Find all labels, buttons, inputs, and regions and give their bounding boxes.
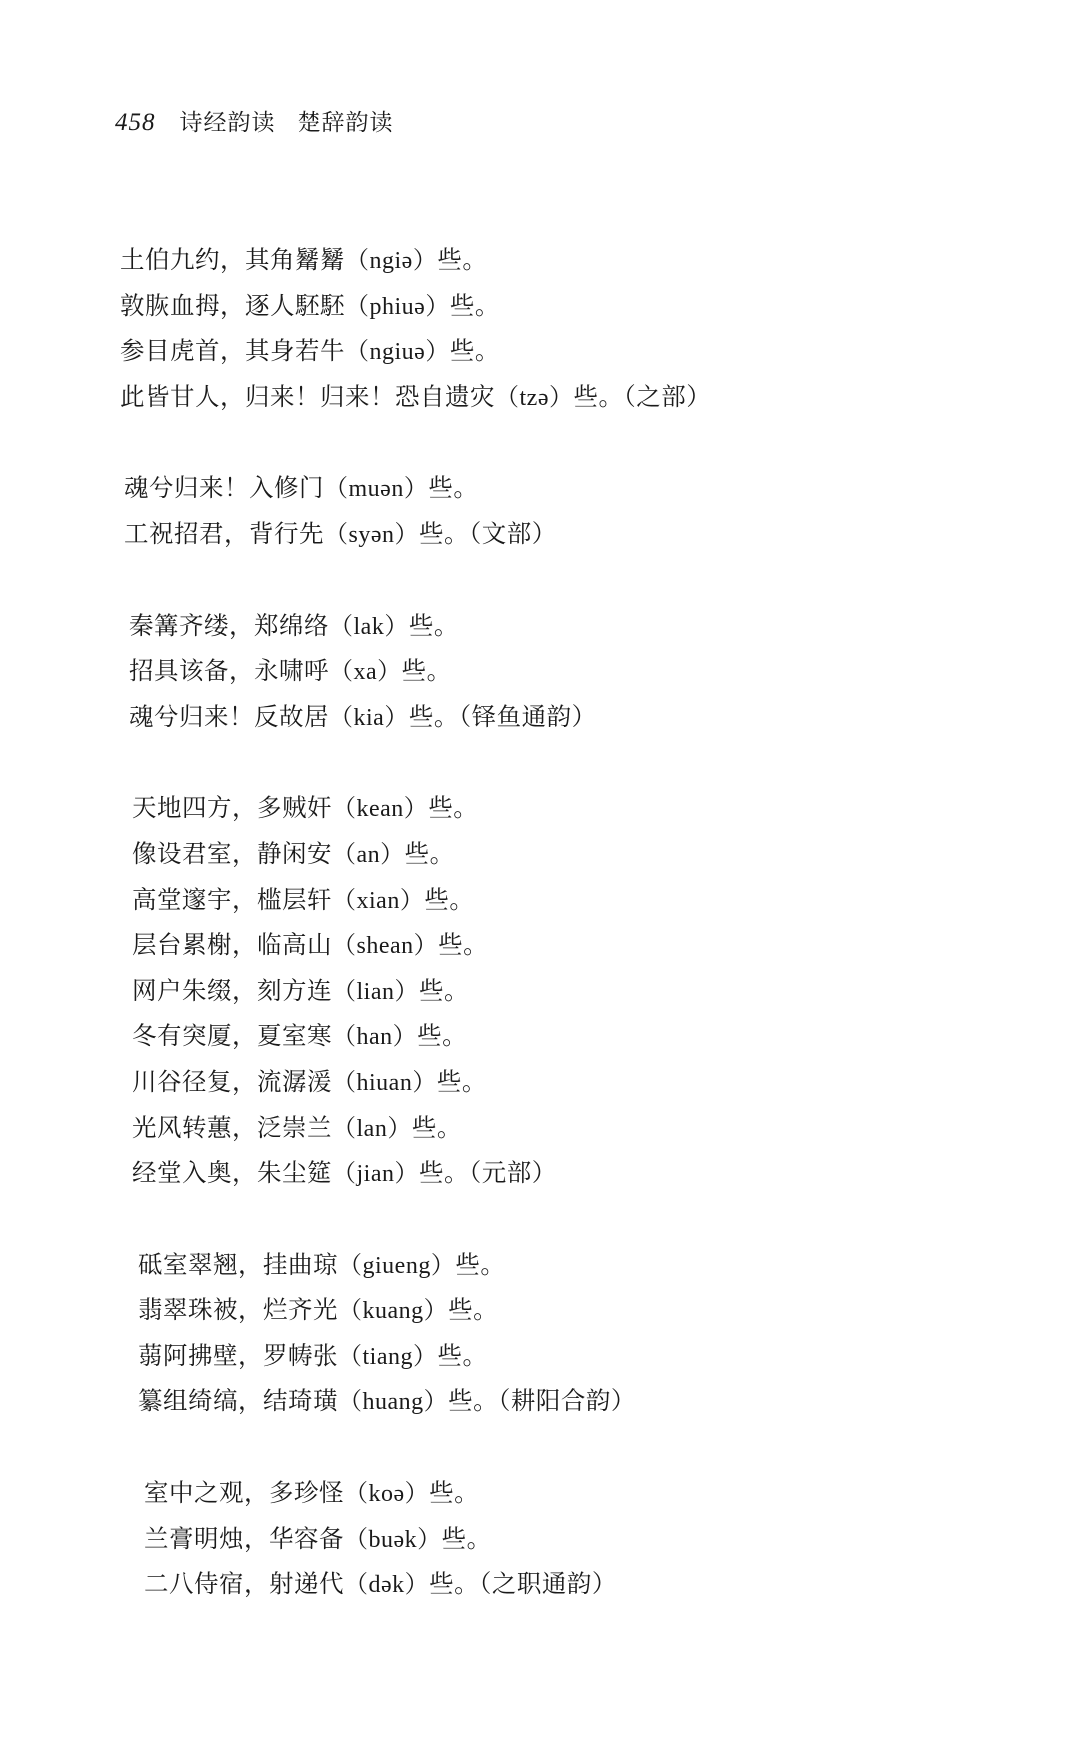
rime-reading: （muən） [324, 476, 429, 503]
stanza [132, 786, 1020, 1196]
rime-reading: （tiang） [338, 1343, 438, 1370]
verse-particle: 些。 [436, 1066, 487, 1096]
verse-particle: 些。 [448, 1386, 499, 1416]
verse-line [124, 512, 1020, 558]
verse-text: 二八侍宿，射递代 [144, 1569, 344, 1599]
rime-reading: （ngiə） [345, 248, 438, 274]
verse-particle: 些。 [429, 1478, 480, 1508]
verse-text: 魂兮归来！反故居 [129, 701, 329, 731]
verse-text: 秦篝齐缕，郑绵络 [129, 610, 329, 640]
stanza [144, 1471, 1020, 1608]
verse-particle: 些。 [573, 381, 624, 411]
verse-text: 经堂入奥，朱尘筵 [132, 1158, 332, 1188]
rime-reading: （kia） [329, 704, 409, 731]
verse-line [132, 923, 1020, 969]
verse-particle: 些。 [424, 884, 475, 914]
verse-text: 像设君室，静闲安 [132, 838, 332, 868]
verse-text: 网户朱缀，刻方连 [132, 975, 332, 1005]
rime-reading: （hiuan） [332, 1069, 437, 1096]
rime-reading: （giueng） [338, 1252, 456, 1279]
verse-particle: 些。 [428, 793, 479, 823]
verse-particle: 些。 [437, 1340, 488, 1370]
rhyme-group-note: （之部） [623, 381, 712, 411]
verse-text: 光风转蕙，泛崇兰 [132, 1112, 332, 1142]
running-title [180, 104, 394, 137]
verse-text: 层台累榭，临高山 [132, 930, 332, 960]
verse-line [132, 1014, 1020, 1060]
rime-reading: （dək） [344, 1572, 430, 1599]
verse-line [138, 1243, 1020, 1289]
running-head [115, 104, 394, 137]
verse-line [120, 284, 1020, 330]
verse-text: 工祝招君，背行先 [124, 518, 324, 548]
stanza [120, 238, 1020, 420]
verse-text: 兰膏明烛，华容备 [144, 1523, 344, 1553]
rime-reading: （syən） [324, 521, 419, 548]
verse-text: 翡翠珠被，烂齐光 [138, 1295, 338, 1325]
stanza [124, 466, 1020, 557]
rime-reading: （shean） [332, 933, 439, 960]
verse-line [144, 1517, 1020, 1563]
rime-reading: （kean） [332, 796, 429, 823]
verse-line [132, 1106, 1020, 1152]
verse-line [132, 1151, 1020, 1197]
verse-particle: 些。 [419, 975, 469, 1005]
verse-text: 天地四方，多贼奸 [132, 793, 332, 823]
rhyme-group-note: （元部） [469, 1158, 557, 1188]
verse-line [129, 604, 1020, 650]
verse-line [129, 695, 1020, 741]
verse-text: 此皆甘人，归来！归来！恐自遗灾 [120, 381, 495, 411]
stanza [129, 604, 1020, 741]
rhyme-group-note: （耕阳合韵） [498, 1386, 636, 1416]
verse-text: 蒻阿拂壁，罗帱张 [138, 1340, 338, 1370]
verse-line [138, 1334, 1020, 1380]
verse-line [120, 375, 1020, 421]
verse-particle: 些。 [404, 838, 455, 868]
verse-line [132, 878, 1020, 924]
verse-particle: 些。 [449, 336, 500, 366]
verse-text: 魂兮归来！入修门 [124, 473, 324, 503]
verse-line [120, 238, 1020, 284]
rime-reading: （han） [332, 1024, 418, 1051]
rime-reading: （lak） [329, 613, 409, 640]
verse-line [132, 786, 1020, 832]
verse-particle: 些。 [455, 1249, 506, 1279]
rime-reading: （lan） [332, 1115, 412, 1142]
verse-particle: 些。 [401, 656, 452, 686]
verse-particle: 些。 [408, 610, 459, 640]
verse-text: 冬有突厦，夏室寒 [132, 1021, 332, 1051]
rime-reading: （tzə） [495, 384, 574, 411]
verse-particle: 些。 [448, 1295, 499, 1325]
verse-text: 敦脄血拇，逐人駓駓 [120, 290, 345, 320]
verse-text: 高堂邃宇，槛层轩 [132, 884, 332, 914]
rhyme-group-note: （之职通韵） [479, 1569, 617, 1599]
verse-particle: 些。 [441, 1523, 492, 1553]
verse-text: 室中之观，多珍怪 [144, 1478, 344, 1508]
verse-particle: 些。 [408, 701, 459, 731]
book-title-1: 诗经韵读 [179, 110, 276, 136]
rime-reading: （ngiuə） [345, 339, 450, 366]
verse-line [132, 969, 1020, 1015]
verse-text: 招具该备，永啸呼 [129, 656, 329, 686]
rime-reading: （xa） [329, 659, 402, 686]
verse-line [120, 329, 1020, 375]
rime-reading: （lian） [332, 978, 419, 1005]
stanza [138, 1243, 1020, 1425]
verse-line [129, 649, 1020, 695]
verse-text: 纂组绮缟，结琦璜 [138, 1386, 338, 1416]
verse-text: 参目虎首，其身若牛 [120, 336, 345, 366]
verse-particle: 些。 [449, 290, 500, 320]
rime-reading: （xian） [332, 887, 425, 914]
poem-body [120, 238, 1020, 1608]
verse-particle: 些。 [437, 245, 488, 274]
rhyme-group-note: （文部） [469, 518, 557, 548]
verse-line [138, 1379, 1020, 1425]
verse-line [132, 1060, 1020, 1106]
verse-line [138, 1288, 1020, 1334]
rhyme-group-note: （铎鱼通韵） [458, 701, 597, 731]
verse-line [132, 832, 1020, 878]
rime-reading: （koə） [344, 1481, 430, 1508]
book-title-2: 楚辞韵读 [297, 110, 394, 136]
rime-reading: （huang） [338, 1389, 449, 1416]
verse-line [124, 466, 1020, 512]
verse-particle: 些。 [438, 930, 489, 960]
rime-reading: （phiuə） [345, 293, 450, 320]
rime-reading: （jian） [332, 1161, 419, 1188]
verse-particle: 些。 [428, 473, 479, 503]
page-number: 458 [115, 109, 156, 136]
verse-particle: 些。 [429, 1569, 480, 1599]
rime-reading: （buək） [344, 1526, 442, 1553]
verse-particle: 些。 [419, 518, 469, 548]
verse-text: 砥室翠翘，挂曲琼 [138, 1249, 338, 1279]
verse-line [144, 1562, 1020, 1608]
rime-reading: （kuang） [338, 1298, 449, 1325]
verse-particle: 些。 [419, 1158, 469, 1188]
verse-text: 土伯九约，其角觺觺 [120, 245, 345, 274]
verse-line [144, 1471, 1020, 1517]
verse-text: 川谷径复，流潺湲 [132, 1066, 332, 1096]
rime-reading: （an） [332, 841, 405, 868]
verse-particle: 些。 [417, 1021, 468, 1051]
verse-particle: 些。 [411, 1112, 462, 1142]
